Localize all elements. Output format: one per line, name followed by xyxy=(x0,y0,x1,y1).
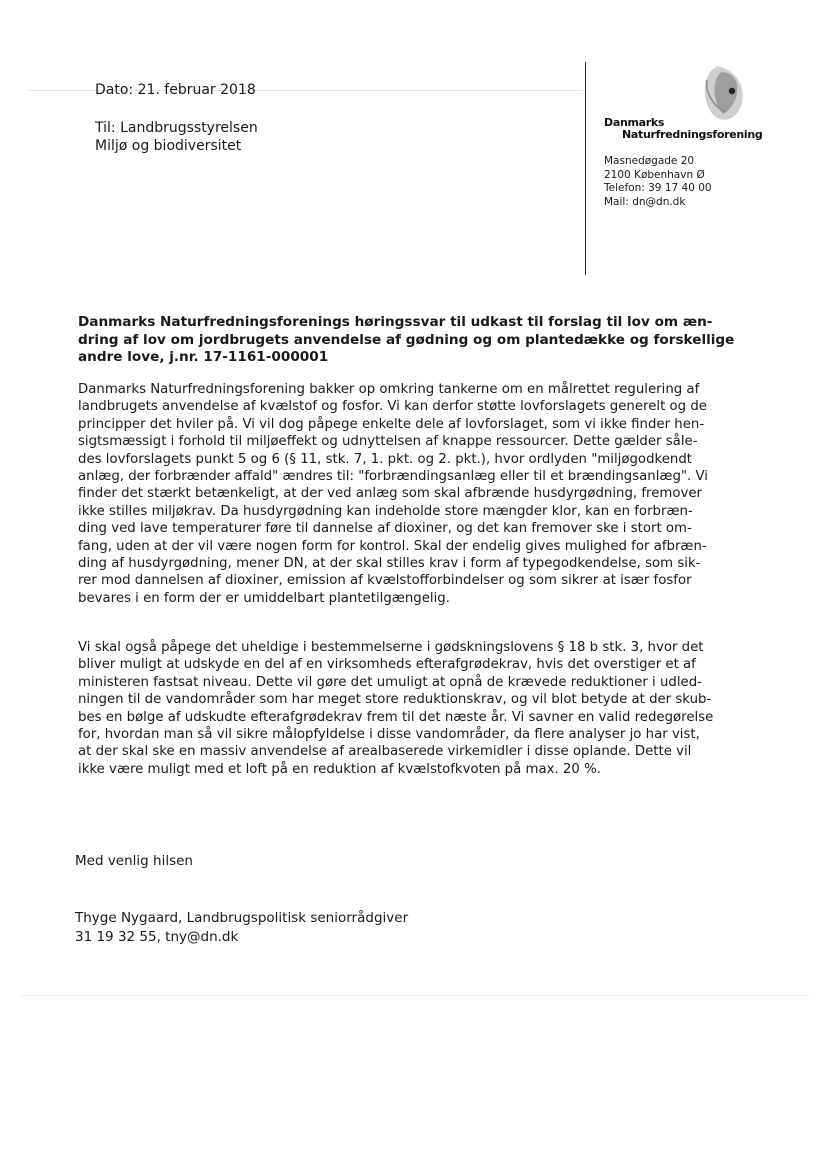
text-line: anlæg, der forbrænder affald" ændres til: "forbrændingsanlæg eller til et brændingsanlæg". Vi xyxy=(78,469,708,485)
text-line: ministeren fastsat niveau. Dette vil gøre det umuligt at opnå de krævede reduktioner i udled- xyxy=(78,674,702,690)
body-paragraph-2 xyxy=(78,639,750,778)
title-line: andre love, j.nr. 17-1161-000001 xyxy=(78,349,329,365)
title-line: dring af lov om jordbrugets anvendelse af gødning og om plantedække og forskellige xyxy=(78,331,735,348)
text-line: principper det hviler på. Vi vil dog påpege enkelte dele af lovforslaget, som vi ikke finder hen- xyxy=(78,416,705,432)
scan-artifact-line xyxy=(20,995,810,996)
recipient-block xyxy=(95,119,258,155)
org-name-line: Danmarks xyxy=(604,116,665,129)
sender-address xyxy=(604,155,712,209)
recipient-line: Miljø og biodiversitet xyxy=(95,138,242,154)
text-line: bevares i en form der er umiddelbart plantetilgængelig. xyxy=(78,590,450,606)
recipient-line: Til: Landbrugsstyrelsen xyxy=(95,120,258,136)
closing-greeting: Med venlig hilsen xyxy=(75,853,193,869)
text-line: finder det stærkt betænkeligt, at der ved anlæg som skal afbrænde husdyrgødning, fremover xyxy=(78,486,703,502)
text-line: Danmarks Naturfredningsforening bakker op omkring tankerne om en målrettet regulering af xyxy=(78,382,700,397)
text-line: rer mod dannelsen af dioxiner, emission af kvælstofforbindelser og som sikrer at især fosfor xyxy=(78,573,692,589)
text-line: bes en bølge af udskudte efterafgrødekrav frem til det næste år. Vi savner en valid redegørelse xyxy=(78,709,714,725)
signature-line: 31 19 32 55, tny@dn.dk xyxy=(75,929,239,945)
letter-title xyxy=(78,314,750,367)
title-line: Danmarks Naturfredningsforenings høringssvar til udkast til forslag til lov om æn- xyxy=(78,314,713,330)
signature-line: Thyge Nygaard, Landbrugspolitisk seniorrådgiver xyxy=(75,910,409,926)
organization-name xyxy=(604,117,762,141)
address-line: Mail: dn@dn.dk xyxy=(604,195,686,208)
text-line: Vi skal også påpege det uheldige i bestemmelserne i gødskningslovens § 18 b stk. 3, hvor det xyxy=(78,640,704,655)
text-line: at der skal ske en massiv anvendelse af arealbaserede virkemidler i disse oplande. Dette vil xyxy=(78,744,692,760)
address-line: Telefon: 39 17 40 00 xyxy=(604,182,712,195)
letter-date: Dato: 21. februar 2018 xyxy=(95,82,256,98)
text-line: des lovforslagets punkt 5 og 6 (§ 11, stk. 7, 1. pkt. og 2. pkt.), hvor ordlyden "miljøgodkendt xyxy=(78,451,692,467)
text-line: bliver muligt at udskyde en del af en virksomheds efterafgrødekrav, hvis det overstiger et af xyxy=(78,657,696,673)
text-line: sigtsmæssigt i forhold til miljøeffekt og udnyttelsen af knappe ressourcer. Dette gælder såle- xyxy=(78,434,698,450)
text-line: ikke stilles miljøkrav. Da husdyrgødning kan indeholde store mængder klor, kan en forbræn- xyxy=(78,503,693,519)
text-line: ningen til de vandområder som har meget store reduktionskrav, og vil blot betyde at der skub- xyxy=(78,692,712,708)
text-line: ikke være muligt med et loft på en reduktion af kvælstofkvoten på max. 20 %. xyxy=(78,761,601,777)
address-line: Masnedøgade 20 xyxy=(604,155,695,167)
text-line: fang, uden at der vil være nogen form for kontrol. Skal der endelig gives mulighed for afbræn- xyxy=(78,538,707,554)
text-line: landbrugets anvendelse af kvælstof og fosfor. Vi kan derfor støtte lovforslagets generelt og de xyxy=(78,399,707,415)
signature-block xyxy=(75,909,408,947)
text-line: ding ved lave temperaturer føre til dannelse af dioxiner, og det kan fremover ske i stort om- xyxy=(78,521,692,537)
org-name-line: Naturfredningsforening xyxy=(622,128,763,141)
text-line: for, hvordan man så vil sikre målopfyldelse i disse vandområder, da flere analyser jo har vist, xyxy=(78,727,700,743)
address-line: 2100 København Ø xyxy=(604,168,705,181)
letterhead-divider xyxy=(585,62,586,275)
body-paragraph-1 xyxy=(78,381,750,607)
text-line: ding af husdyrgødning, mener DN, at der skal stilles krav i form af typegodkendelse, som sik- xyxy=(78,556,701,572)
